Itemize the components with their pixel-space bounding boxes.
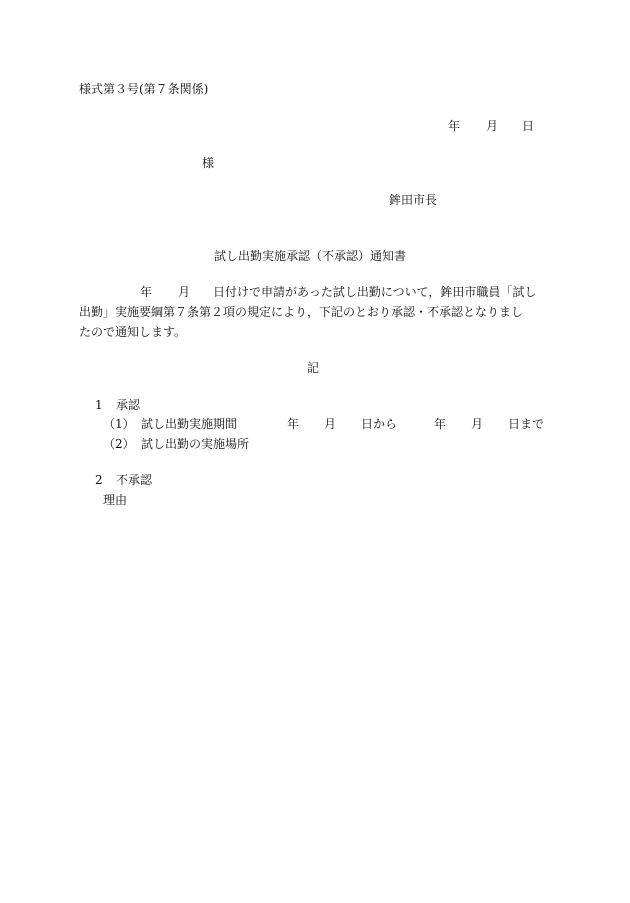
period-start-year: 年: [287, 417, 300, 431]
date-day-label: 日: [522, 119, 535, 133]
period-end-month: 月: [471, 417, 484, 431]
body-month-label: 月: [178, 285, 191, 299]
body-line-2: 出勤」実施要綱第７条第２項の規定により，下記のとおり承認・不承認となりまし: [79, 305, 524, 319]
item-number: （2）: [103, 437, 135, 451]
item-label: 試し出勤実施期間: [141, 417, 238, 431]
issuer-name: 鉾田市長: [389, 193, 438, 207]
period-end-day: 日まで: [508, 417, 545, 431]
ki-heading: 記: [307, 361, 320, 375]
section-title: 承認: [116, 398, 141, 412]
document-title: 試し出勤実施承認（不承認）通知書: [214, 249, 407, 263]
section-number: 1: [95, 398, 103, 412]
recipient-honorific: 様: [202, 156, 215, 170]
period-end-year: 年: [434, 417, 447, 431]
date-year-label: 年: [448, 119, 461, 133]
period-start-month: 月: [324, 417, 337, 431]
section-number: 2: [95, 473, 103, 487]
reason-label: 理由: [103, 493, 128, 507]
item-label: 試し出勤の実施場所: [141, 437, 250, 451]
body-line-3: たので通知します。: [79, 325, 187, 339]
body-year-label: 年: [140, 285, 153, 299]
period-start-day: 日から: [361, 417, 398, 431]
date-month-label: 月: [486, 119, 499, 133]
section-title: 不承認: [116, 473, 153, 487]
item-number: （1）: [103, 417, 135, 431]
form-number: 様式第３号(第７条関係): [79, 82, 209, 96]
body-line-1: 日付けで申請があった試し出勤について，鉾田市職員「試し: [213, 285, 537, 299]
